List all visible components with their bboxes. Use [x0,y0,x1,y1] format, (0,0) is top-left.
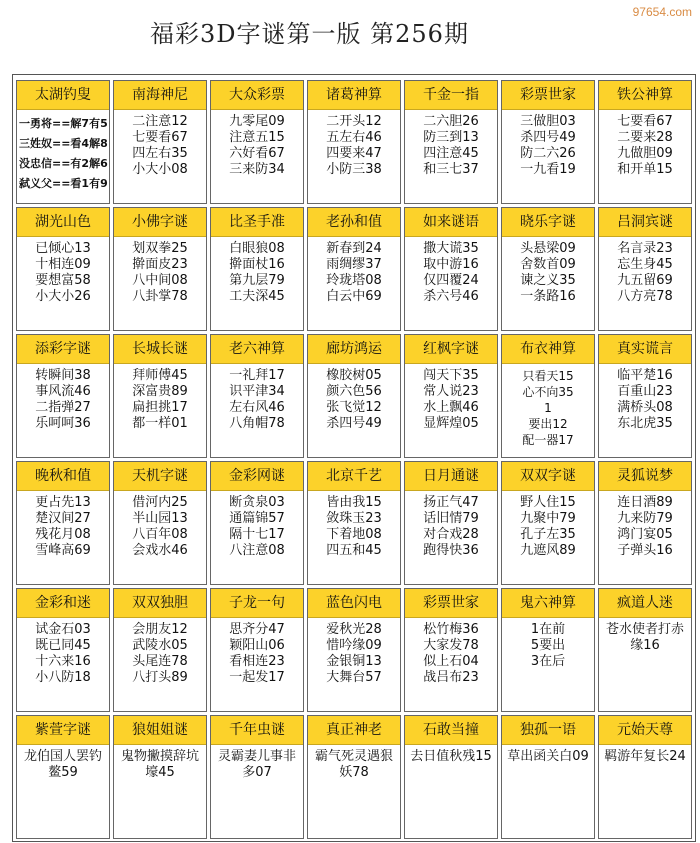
cell-title: 元始天尊 [599,716,691,745]
puzzle-cell [501,207,595,331]
clue-line: 橡胶树05 [326,368,382,383]
clue-line: 防三到13 [423,130,479,145]
puzzle-cell [113,80,207,204]
clue-line: 半山园13 [132,511,188,526]
clue-line: 敛珠玉23 [326,511,382,526]
clue-line: 颖阳山06 [229,638,285,653]
clue-line: 野人住15 [520,495,576,510]
clue-line: 配一器17 [522,433,574,447]
puzzle-cell [210,207,304,331]
clue-line: 一勇将==解7有5 [19,117,108,130]
clue-line: 四要来47 [326,146,382,161]
cell-clues [502,618,594,670]
cell-title: 日月通谜 [405,462,497,491]
cell-clues [502,745,594,765]
puzzle-cell [404,588,498,712]
clue-line: 四左右35 [132,146,188,161]
clue-line: 注意五15 [229,130,285,145]
cell-clues [114,745,206,781]
clue-line: 鬼物撇摸辞坑 [120,749,199,764]
clue-line: 通篇锦57 [229,511,285,526]
clue-line: 只看天15 [522,369,574,383]
clue-line: 跑得快36 [423,543,479,558]
clue-line: 金银铜13 [326,654,382,669]
clue-line: 拜师傅45 [132,368,188,383]
cell-title: 石敢当撞 [405,716,497,745]
clue-line: 擀面皮23 [132,257,188,272]
cell-title: 狼姐姐谜 [114,716,206,745]
cell-clues [502,110,594,178]
cell-clues [114,618,206,686]
cell-clues [17,364,109,432]
cell-clues [405,237,497,305]
cell-title: 比圣手准 [211,208,303,237]
cell-title: 子龙一句 [211,589,303,618]
clue-line: 杀四号49 [520,130,576,145]
clue-line: 已倾心13 [35,241,91,256]
puzzle-cell [113,461,207,585]
clue-line: 常人说23 [423,384,479,399]
clue-line: 爱秋光28 [326,622,382,637]
clue-line: 九来防79 [617,511,673,526]
puzzle-cell [113,715,207,839]
puzzle-cell [307,461,401,585]
cell-clues [308,745,400,781]
clue-line: 一礼拜17 [229,368,285,383]
clue-line: 防二六26 [520,146,576,161]
puzzle-cell [404,461,498,585]
clue-line: 八打头89 [132,670,188,685]
clue-line: 要想富58 [35,273,91,288]
clue-line: 九聚中79 [520,511,576,526]
puzzle-cell [404,334,498,458]
clue-line: 玲珑塔08 [326,273,382,288]
puzzle-cell [16,80,110,204]
puzzle-cell [307,207,401,331]
clue-line: 闯天下35 [423,368,479,383]
puzzle-cell [210,80,304,204]
cell-clues [405,745,497,765]
cell-title: 北京千艺 [308,462,400,491]
clue-line: 杀四号49 [326,416,382,431]
clue-line: 龙伯国人罢钓 [23,749,102,764]
clue-line: 四注意45 [423,146,479,161]
cell-title: 真实谎言 [599,335,691,364]
puzzle-cell [307,715,401,839]
clue-line: 显辉煌05 [423,416,479,431]
clue-line: 多07 [242,765,272,780]
clue-line: 扬正气47 [423,495,479,510]
cell-clues [17,491,109,559]
cell-title: 南海神尼 [114,81,206,110]
cell-title: 疯道人迷 [599,589,691,618]
clue-line: 取中游16 [423,257,479,272]
clue-line: 一九看19 [520,162,576,177]
cell-clues [114,237,206,305]
puzzle-cell [210,588,304,712]
clue-line: 羁游年复长24 [604,749,686,764]
clue-line: 孔子左35 [520,527,576,542]
clue-line: 苍水使者打赤 [605,622,684,637]
cell-clues [599,618,691,654]
puzzle-cell [210,715,304,839]
clue-line: 要出12 [528,417,568,431]
cell-title: 诸葛神算 [308,81,400,110]
puzzle-cell [307,80,401,204]
clue-line: 白眼狼08 [229,241,285,256]
clue-line: 七要看67 [132,130,188,145]
cell-clues [502,237,594,305]
clue-line: 对合戏28 [423,527,479,542]
cell-clues [114,491,206,559]
clue-line: 心不向35 [522,385,574,399]
cell-clues [211,237,303,305]
cell-clues [308,618,400,686]
clue-line: 二注意12 [132,114,188,129]
clue-line: 鸿门宴05 [617,527,673,542]
clue-line: 转瞬间38 [35,368,91,383]
clue-line: 颜六色56 [326,384,382,399]
clue-line: 仅四覆24 [423,273,479,288]
cell-title: 彩票世家 [502,81,594,110]
clue-line: 四五和45 [326,543,382,558]
puzzle-cell [307,334,401,458]
clue-line: 一起发17 [229,670,285,685]
clue-line: 三姓奴==看4解8 [19,137,108,150]
clue-line: 深富贵89 [132,384,188,399]
puzzle-cell [501,715,595,839]
clue-line: 大家发78 [423,638,479,653]
puzzle-cell [16,588,110,712]
clue-line: 二开头12 [326,114,382,129]
clue-line: 皆由我15 [326,495,382,510]
clue-line: 连日酒89 [617,495,673,510]
cell-title: 千年虫谜 [211,716,303,745]
clue-line: 临平楚16 [617,368,673,383]
clue-line: 松竹梅36 [423,622,479,637]
clue-line: 水上飘46 [423,400,479,415]
clue-line: 一条路16 [520,289,576,304]
cell-title: 独孤一语 [502,716,594,745]
cell-clues [17,745,109,781]
puzzle-cell [501,588,595,712]
cell-title: 湖光山色 [17,208,109,237]
puzzle-cell [404,207,498,331]
cell-clues [599,491,691,559]
cell-clues [405,491,497,559]
clue-line: 九零尾09 [229,114,285,129]
clue-line: 既已同45 [35,638,91,653]
cell-title: 天机字谜 [114,462,206,491]
clue-line: 试金石03 [35,622,91,637]
clue-line: 谏之义35 [520,273,576,288]
clue-line: 会朋友12 [132,622,188,637]
cell-title: 晚秋和值 [17,462,109,491]
clue-line: 扁担挑17 [132,400,188,415]
cell-clues [17,237,109,305]
clue-line: 和开单15 [617,162,673,177]
page-title: 福彩3D字谜第一版 第256期 [150,20,469,48]
clue-line: 擀面杖16 [229,257,285,272]
clue-line: 二指弹27 [35,400,91,415]
clue-line: 缘16 [630,638,660,653]
cell-clues [599,745,691,765]
cell-clues [308,110,400,178]
site-watermark: 97654.com [632,5,692,19]
puzzle-cell [113,588,207,712]
puzzle-cell [16,715,110,839]
cell-title: 吕洞宾谜 [599,208,691,237]
clue-line: 头尾连78 [132,654,188,669]
clue-line: 八百年08 [132,527,188,542]
clue-line: 雨绸缪37 [326,257,382,272]
cell-clues [405,364,497,432]
clue-line: 二要来28 [617,130,673,145]
clue-line: 东北虎35 [617,416,673,431]
cell-title: 布衣神算 [502,335,594,364]
clue-line: 小大小26 [35,289,91,304]
clue-line: 五左右46 [326,130,382,145]
puzzle-cell [501,334,595,458]
cell-title: 添彩字谜 [17,335,109,364]
clue-line: 新春到24 [326,241,382,256]
clue-line: 乐呵呵36 [35,416,91,431]
clue-line: 霸气死灵遇狠 [314,749,393,764]
clue-line: 忘生身45 [617,257,673,272]
clue-line: 八角帽78 [229,416,285,431]
puzzle-cell [210,334,304,458]
clue-line: 头悬梁09 [520,241,576,256]
clue-line: 百重山23 [617,384,673,399]
clue-line: 撒大谎35 [423,241,479,256]
clue-line: 舍数首09 [520,257,576,272]
cell-title: 双双独胆 [114,589,206,618]
clue-line: 杀六号46 [423,289,479,304]
clue-line: 去日值秋残15 [410,749,492,764]
clue-line: 小八防18 [35,670,91,685]
cell-clues [17,110,109,194]
puzzle-grid [16,80,692,839]
puzzle-cell [598,715,692,839]
clue-line: 草出函关白09 [507,749,589,764]
clue-line: 名言录23 [617,241,673,256]
clue-line: 思齐分47 [229,622,285,637]
cell-title: 老六神算 [211,335,303,364]
clue-line: 小大小08 [132,162,188,177]
clue-line: 借河内25 [132,495,188,510]
clue-line: 第九层79 [229,273,285,288]
cell-title: 紫萱字谜 [17,716,109,745]
cell-title: 金彩网谜 [211,462,303,491]
cell-title: 长城长谜 [114,335,206,364]
cell-clues [211,745,303,781]
clue-line: 十六来16 [35,654,91,669]
clue-line: 5要出 [530,638,566,653]
clue-line: 大舞台57 [326,670,382,685]
puzzle-cell [113,334,207,458]
puzzle-cell [598,207,692,331]
clue-line: 雪峰高69 [35,543,91,558]
clue-line: 三做胆03 [520,114,576,129]
cell-title: 铁公神算 [599,81,691,110]
clue-line: 看相连23 [229,654,285,669]
clue-line: 断贪泉03 [229,495,285,510]
clue-line: 九做胆09 [617,146,673,161]
clue-line: 三来防34 [229,162,285,177]
clue-line: 白云中69 [326,289,382,304]
cell-title: 如来谜语 [405,208,497,237]
puzzle-cell [307,588,401,712]
cell-title: 真正神老 [308,716,400,745]
puzzle-cell [16,334,110,458]
cell-title: 金彩和迷 [17,589,109,618]
clue-line: 子弹头16 [617,543,673,558]
cell-clues [211,364,303,432]
clue-line: 3在后 [530,654,566,669]
cell-title: 大众彩票 [211,81,303,110]
clue-line: 八中间08 [132,273,188,288]
cell-clues [405,110,497,178]
clue-line: 八注意08 [229,543,285,558]
clue-line: 战吕布23 [423,670,479,685]
puzzle-cell [598,80,692,204]
cell-clues [17,618,109,686]
clue-line: 似上石04 [423,654,479,669]
clue-line: 事风流46 [35,384,91,399]
clue-line: 九五留69 [617,273,673,288]
clue-line: 满桥头08 [617,400,673,415]
puzzle-cell [16,207,110,331]
cell-title: 双双字谜 [502,462,594,491]
cell-clues [114,110,206,178]
clue-line: 十相连09 [35,257,91,272]
clue-line: 妖78 [339,765,369,780]
clue-line: 六好看67 [229,146,285,161]
puzzle-cell [16,461,110,585]
cell-clues [211,618,303,686]
puzzle-cell [404,715,498,839]
clue-line: 没忠信==有2解6 [19,157,108,170]
cell-title: 蓝色闪电 [308,589,400,618]
clue-line: 小防三38 [326,162,382,177]
clue-line: 鳌59 [48,765,78,780]
clue-line: 残花月08 [35,527,91,542]
cell-clues [502,364,594,448]
clue-line: 1在前 [530,622,566,637]
cell-clues [114,364,206,432]
cell-title: 廊坊鸿运 [308,335,400,364]
puzzle-cell [113,207,207,331]
clue-line: 下着地08 [326,527,382,542]
clue-line: 划双拳25 [132,241,188,256]
clue-line: 左右风46 [229,400,285,415]
puzzle-cell [404,80,498,204]
puzzle-cell [210,461,304,585]
puzzle-cell [501,461,595,585]
cell-clues [211,491,303,559]
cell-clues [308,237,400,305]
clue-line: 惜吟缘09 [326,638,382,653]
clue-line: 二六胆26 [423,114,479,129]
puzzle-cell [598,588,692,712]
clue-line: 会戏水46 [132,543,188,558]
cell-clues [405,618,497,686]
clue-line: 灵霸妻儿事非 [217,749,296,764]
clue-line: 更占先13 [35,495,91,510]
cell-title: 彩票世家 [405,589,497,618]
cell-clues [502,491,594,559]
cell-clues [599,364,691,432]
clue-line: 识平津34 [229,384,285,399]
cell-clues [308,364,400,432]
cell-title: 千金一指 [405,81,497,110]
cell-title: 灵狐说梦 [599,462,691,491]
cell-title: 小佛字谜 [114,208,206,237]
cell-title: 鬼六神算 [502,589,594,618]
clue-line: 八方亮78 [617,289,673,304]
puzzle-cell [598,461,692,585]
clue-line: 和三七37 [423,162,479,177]
clue-line: 隔十七17 [229,527,285,542]
puzzle-cell [501,80,595,204]
cell-clues [211,110,303,178]
puzzle-cell [598,334,692,458]
clue-line: 话旧情79 [423,511,479,526]
clue-line: 九遮风89 [520,543,576,558]
clue-line: 楚汉间27 [35,511,91,526]
cell-title: 晓乐字谜 [502,208,594,237]
clue-line: 七要看67 [617,114,673,129]
cell-title: 老孙和值 [308,208,400,237]
cell-title: 太湖钓叟 [17,81,109,110]
clue-line: 武陵水05 [132,638,188,653]
clue-line: 1 [544,401,552,415]
cell-clues [599,110,691,178]
clue-line: 张飞觉12 [326,400,382,415]
clue-line: 壕45 [145,765,175,780]
cell-title: 红枫字谜 [405,335,497,364]
clue-line: 弑义父==看1有9 [19,177,108,190]
clue-line: 八卦掌78 [132,289,188,304]
clue-line: 工夫深45 [229,289,285,304]
cell-clues [308,491,400,559]
clue-line: 都一样01 [132,416,188,431]
cell-clues [599,237,691,305]
